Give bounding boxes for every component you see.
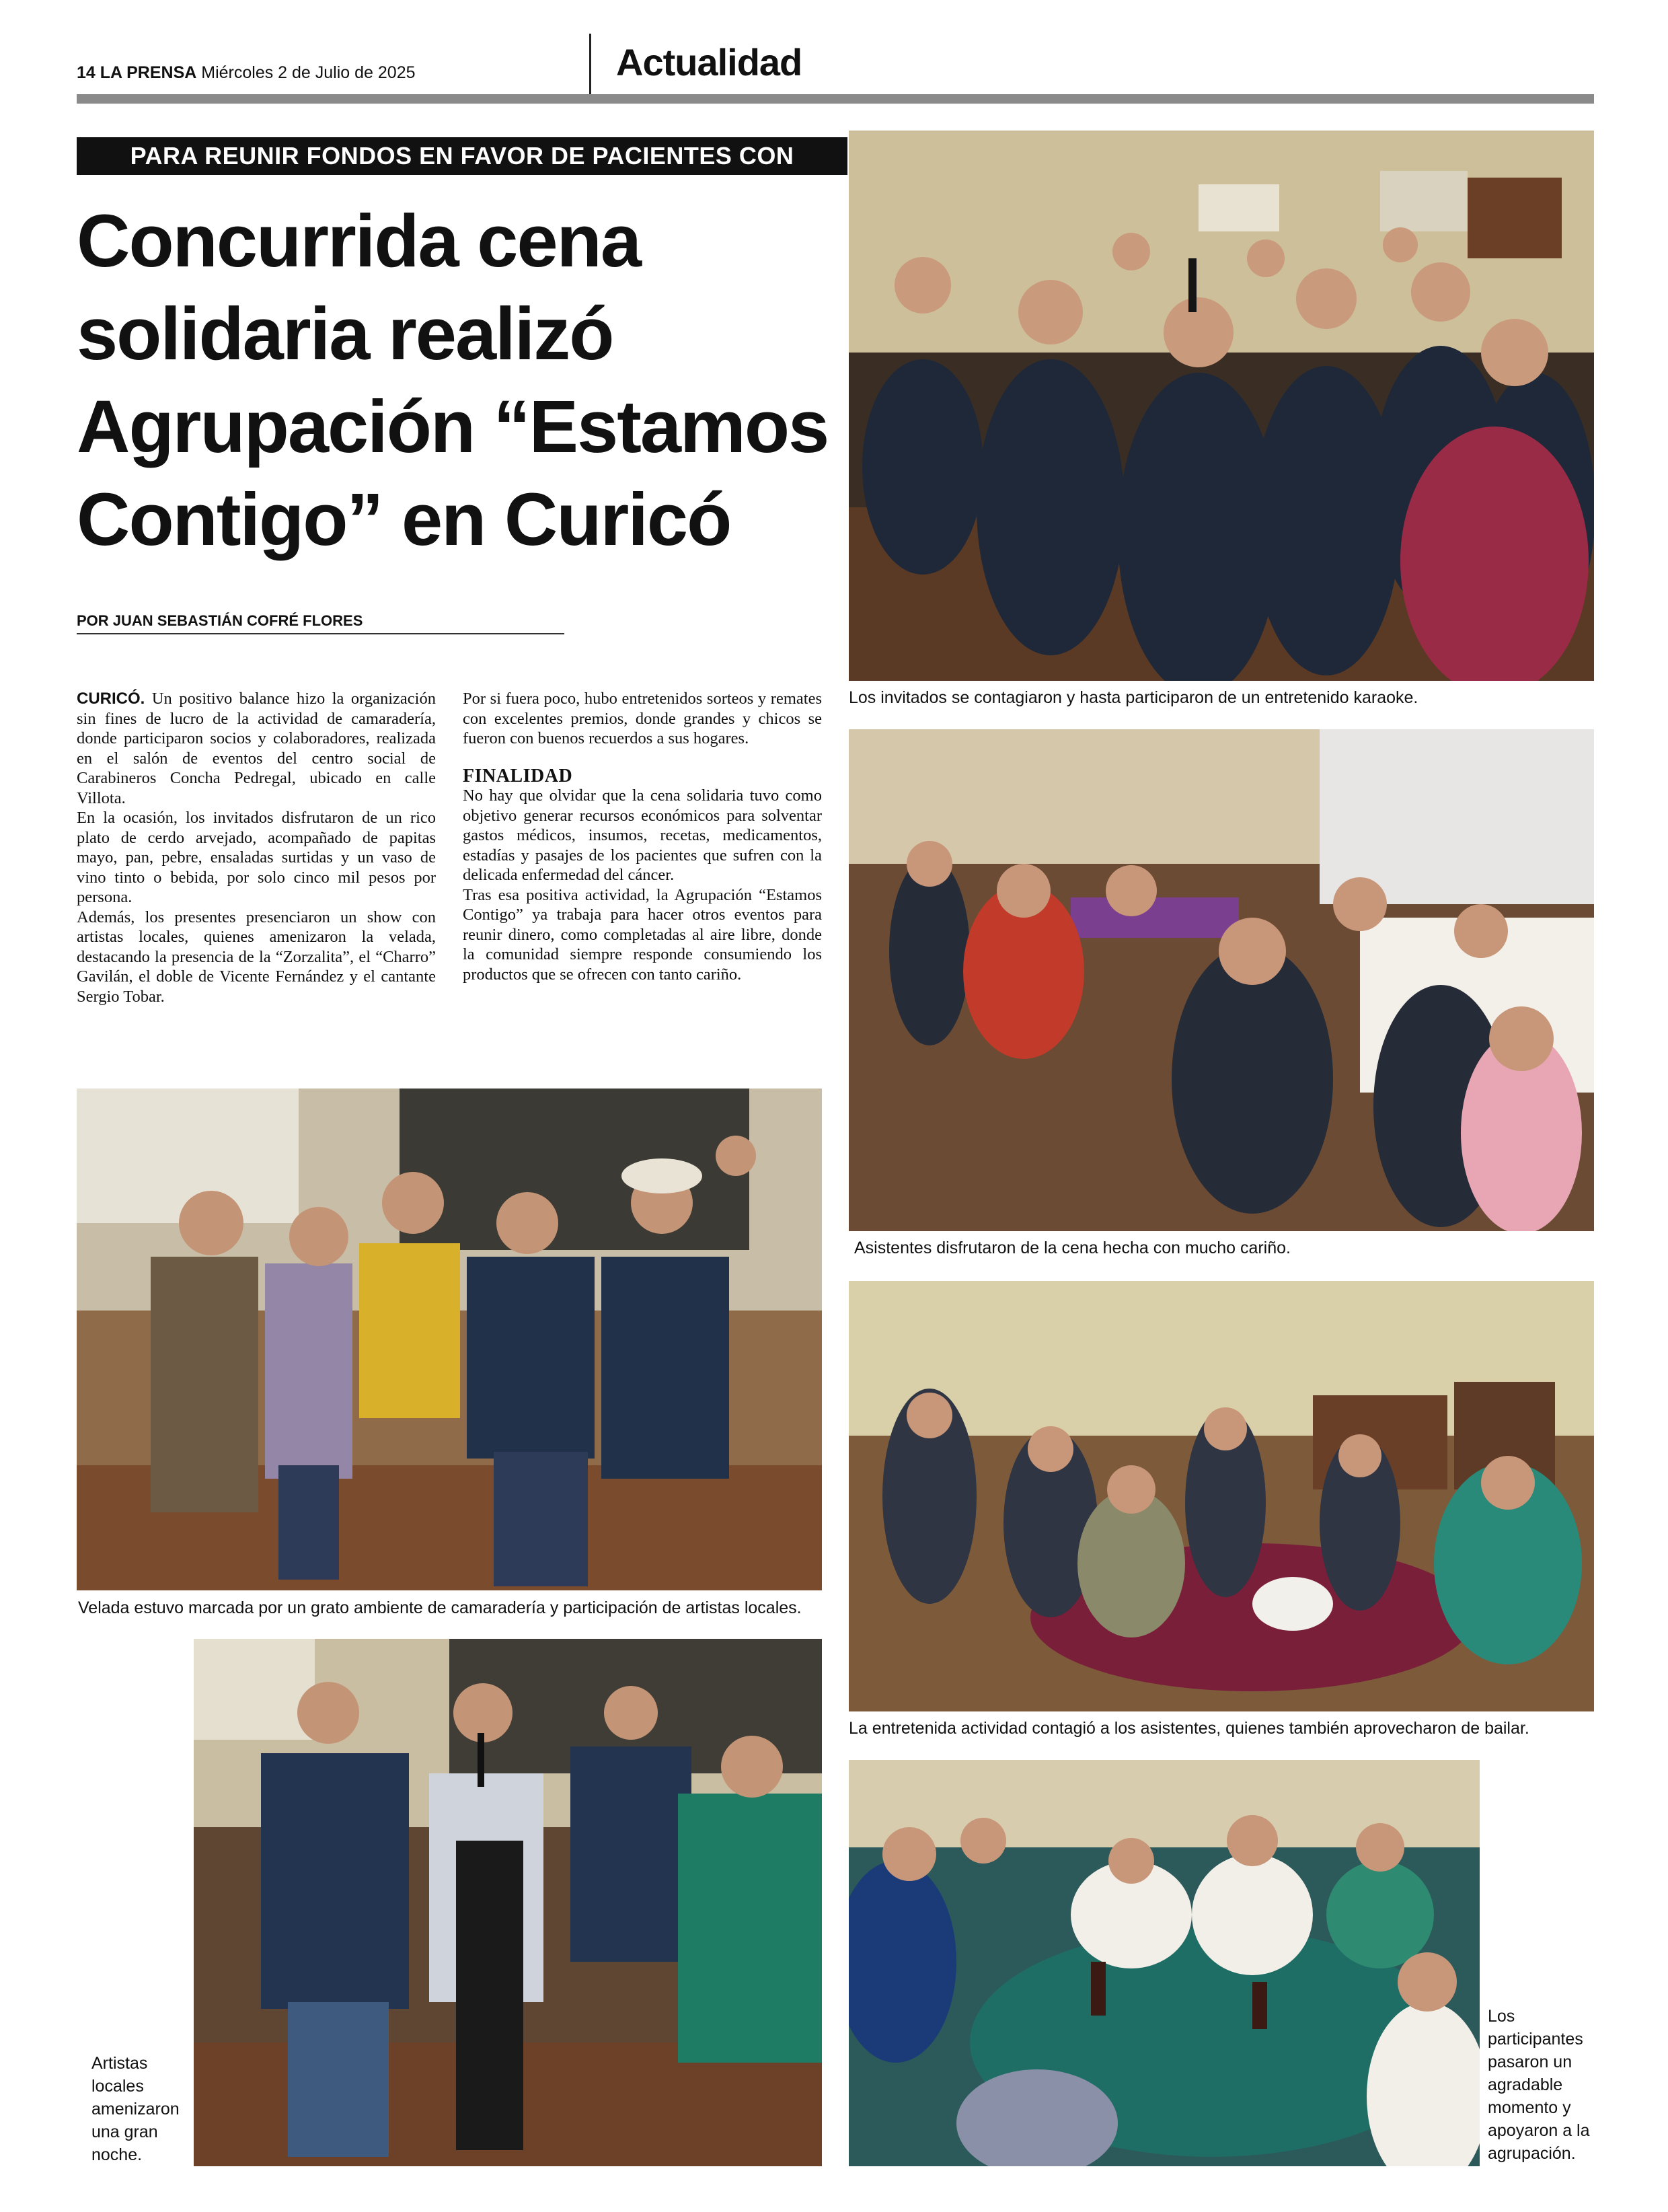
photo-karaoke <box>849 131 1594 681</box>
caption-dinner: Asistentes disfrutaron de la cena hecha con mucho cariño. <box>854 1239 1291 1257</box>
byline-rule <box>77 633 564 634</box>
photo-artists-group <box>77 1089 822 1590</box>
paragraph-3: Además, los presentes presenciaron un show con artistas locales, quienes amenizaron la velada, destacando la presencia de la “Zorzalita”, el “Charro” Gavilán, el doble de Vicente Fernández y el cantante Sergio Tobar. <box>77 908 436 1006</box>
header-rule <box>77 94 1594 104</box>
paragraph-1 <box>77 689 436 808</box>
header-separator <box>589 34 591 100</box>
photo-dancing <box>849 1281 1594 1711</box>
caption-participants: Los participantes pasaron un agradable momento y apoyaron a la agrupación. <box>1488 2007 1590 2163</box>
photo-participants <box>849 1760 1480 2166</box>
dateline: CURICÓ. <box>77 690 145 708</box>
kicker-banner: PARA REUNIR FONDOS EN FAVOR DE PACIENTES CON CÁNCER <box>77 137 847 175</box>
subheading-finalidad: FINALIDAD <box>463 765 573 786</box>
paragraph-2: En la ocasión, los invitados disfrutaron de un rico plato de cerdo arvejado, acompañado de papitas mayo, pan, pebre, ensaladas surtidas y un vaso de vino tinto o bebida, por solo cinco mil pesos por persona. <box>77 809 436 906</box>
paragraph-1-text: Un positivo balance hizo la organización sin fines de lucro de la actividad de camaradería, donde participaron socios y colaboradores, realizada en el salón de eventos del centro social de Carabineros Concha Pedregal, ubicado en calle Villota. <box>77 690 436 807</box>
paragraph-4: Por si fuera poco, hubo entretenidos sorteos y remates con excelentes premios, donde grandes y chicos se fueron con buenos recuerdos a sus hogares. <box>463 690 822 747</box>
caption-artists-group: Velada estuvo marcada por un grato ambiente de camaradería y participación de artistas locales. <box>78 1598 802 1617</box>
byline: POR JUAN SEBASTIÁN COFRÉ FLORES <box>77 612 363 629</box>
article-column-2 <box>463 689 822 984</box>
paragraph-5: No hay que olvidar que la cena solidaria tuvo como objetivo generar recursos económicos para solventar gastos médicos, insumos, recetas, medicamentos, estadías y pasajes de los pacientes que sufren con la delicada enfermedad del cáncer. <box>463 786 822 884</box>
photo-dinner <box>849 729 1594 1231</box>
page-number: 14 <box>77 63 96 82</box>
headline: Concurrida cena solidaria realizó Agrupación “Estamos Contigo” en Curicó <box>77 200 829 561</box>
issue-date: Miércoles 2 de Julio de 2025 <box>201 63 416 82</box>
photo-artists-night <box>194 1639 822 2166</box>
paragraph-6: Tras esa positiva actividad, la Agrupación “Estamos Contigo” ya trabaja para hacer otros eventos para reunir dinero, como completadas al aire libre, donde la comunidad siempre responde consumiendo los productos que se ofrecen con tanto cariño. <box>463 885 822 984</box>
paper-name: LA PRENSA <box>100 63 197 82</box>
section-title: Actualidad <box>616 41 802 83</box>
caption-dancing: La entretenida actividad contagió a los asistentes, quienes también aprovecharon de bailar. <box>849 1719 1529 1738</box>
page-folio <box>77 63 416 83</box>
caption-karaoke: Los invitados se contagiaron y hasta participaron de un entretenido karaoke. <box>849 688 1418 707</box>
article-column-1 <box>77 689 436 1006</box>
caption-artists-night: Artistas locales amenizaron una gran noche. <box>91 2054 180 2164</box>
